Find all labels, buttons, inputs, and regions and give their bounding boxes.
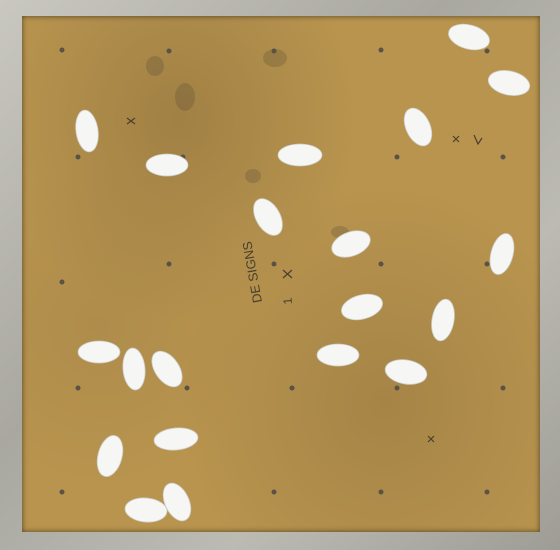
pin [272,262,277,267]
pin [60,48,65,53]
oval-token[interactable] [93,433,127,480]
oval-token[interactable] [124,496,168,524]
pin [395,386,400,391]
stain [146,56,164,76]
oval-token[interactable] [446,20,493,54]
pencil-tick-mark [474,135,482,144]
pin [167,49,172,54]
oval-token[interactable] [73,109,101,154]
oval-token[interactable] [121,347,147,391]
oval-token[interactable] [486,67,532,99]
pin [272,490,277,495]
pin [379,490,384,495]
oval-tokens [73,20,532,525]
board-label: DE SIGNS [239,240,265,305]
pencil-x-mark [453,136,459,142]
pin [395,155,400,160]
oval-token[interactable] [278,144,322,166]
pin [167,262,172,267]
pencil-x-mark [428,436,434,442]
oval-token[interactable] [78,341,120,363]
pin [272,49,277,54]
oval-token[interactable] [146,154,188,176]
oval-token[interactable] [146,346,189,393]
oval-token[interactable] [399,104,438,150]
pin [185,386,190,391]
pin [76,386,81,391]
pin [60,280,65,285]
pin [379,48,384,53]
stain [245,169,261,183]
oval-token[interactable] [248,194,289,241]
board-number: 1 [280,297,295,305]
pin [501,155,506,160]
pencil-x-mark [283,270,292,278]
oval-token[interactable] [486,231,518,277]
pin [485,49,490,54]
oval-token[interactable] [429,297,458,342]
oval-token[interactable] [317,344,359,366]
pin [379,262,384,267]
oval-token[interactable] [383,357,429,388]
pencil-x-mark [127,118,135,124]
stain [175,83,195,111]
oval-token[interactable] [339,290,386,324]
pin [501,386,506,391]
pin [485,490,490,495]
pin-grid [60,48,506,495]
stains [146,49,349,238]
pin [485,262,490,267]
pin [76,155,81,160]
oval-token[interactable] [153,426,199,452]
pin [60,490,65,495]
pin [290,386,295,391]
oval-token[interactable] [158,479,197,525]
